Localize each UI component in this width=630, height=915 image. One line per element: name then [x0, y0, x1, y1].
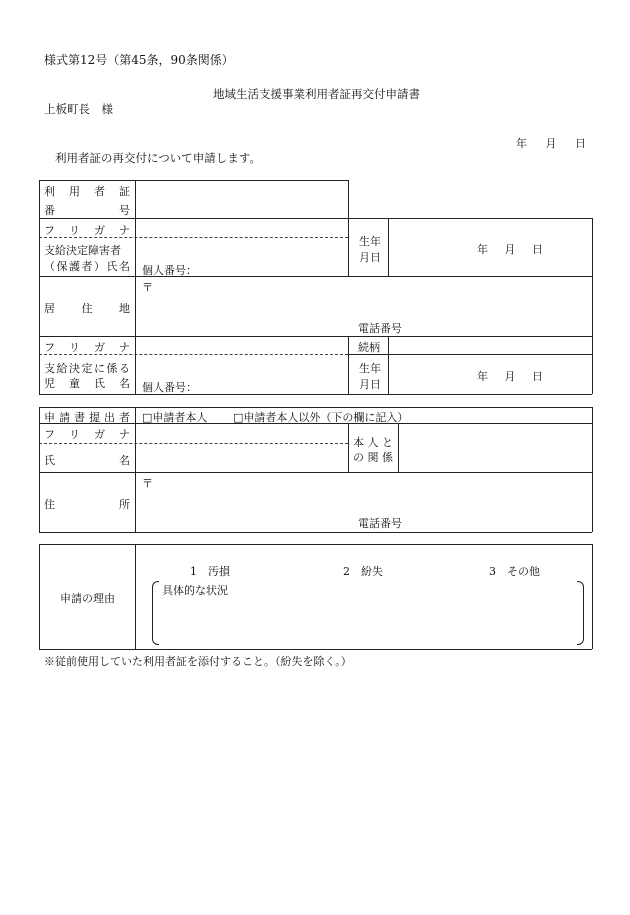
- card-number-label-2: 番 号: [44, 204, 130, 217]
- submitter-postal-mark: 〒: [142, 477, 153, 490]
- reason-label: 申請の理由: [60, 592, 115, 605]
- my-number-label-2: 個人番号：: [142, 381, 197, 394]
- birth-label-1: 生年: [359, 235, 381, 248]
- relationship-label-2: の 関 係: [353, 451, 393, 464]
- relation-label: 続柄: [358, 341, 380, 354]
- recipient-guardian-label: （ 保 護 者 ） 氏 名: [44, 260, 130, 273]
- postal-mark: 〒: [142, 281, 153, 294]
- submitter-label: 申 請 書 提 出 者: [44, 411, 130, 424]
- form-number: 様式第12号（第45条，90条関係）: [44, 53, 234, 67]
- addressee: 上板町長 様: [44, 102, 113, 116]
- birth-label-2: 月日: [359, 251, 381, 264]
- option-self-checkbox[interactable]: □申請者本人: [142, 411, 208, 424]
- form-title: 地域生活支援事業利用者証再交付申請書: [213, 87, 420, 101]
- submission-date: 年 月 日: [516, 137, 586, 150]
- furigana-label-2: フ リ ガ ナ: [44, 341, 130, 354]
- birth2-label-2: 月日: [359, 378, 381, 391]
- child-label-2: 児 童 氏 名: [44, 377, 130, 390]
- intro-text: 利用者証の再交付について申請します。: [55, 151, 261, 165]
- detail-label: 具体的な状況: [162, 584, 228, 597]
- reason-option-soiled[interactable]: 1 汚損: [190, 565, 230, 578]
- submitter-address-label: 住 所: [44, 498, 130, 511]
- submitter-name-label: 氏 名: [44, 454, 130, 467]
- reason-option-lost[interactable]: 2 紛失: [343, 565, 383, 578]
- phone-label: 電話番号: [358, 322, 402, 335]
- address-label: 居 住 地: [44, 302, 130, 315]
- card-number-label: 利 用 者 証: [44, 185, 130, 198]
- option-other-checkbox[interactable]: □申請者本人以外（下の欄に記入）: [233, 411, 409, 424]
- furigana-label: フ リ ガ ナ: [44, 224, 130, 237]
- birth-date: 年 月 日: [477, 243, 543, 256]
- detail-bracket-right: [577, 581, 584, 645]
- child-label-1: 支 給 決 定 に 係 る: [44, 362, 130, 375]
- birth-date-2: 年 月 日: [477, 370, 543, 383]
- relationship-label-1: 本 人 と: [353, 436, 393, 449]
- submitter-phone-label: 電話番号: [358, 517, 402, 530]
- birth2-label-1: 生年: [359, 362, 381, 375]
- detail-bracket-left: [152, 581, 159, 645]
- recipient-label: 支給決定障害者: [44, 244, 121, 257]
- reason-option-other[interactable]: 3 その他: [489, 565, 540, 578]
- footnote: ※従前使用していた利用者証を添付すること。（紛失を除く。）: [44, 655, 352, 668]
- submitter-furigana-label: フ リ ガ ナ: [44, 428, 130, 441]
- my-number-label: 個人番号：: [142, 264, 197, 277]
